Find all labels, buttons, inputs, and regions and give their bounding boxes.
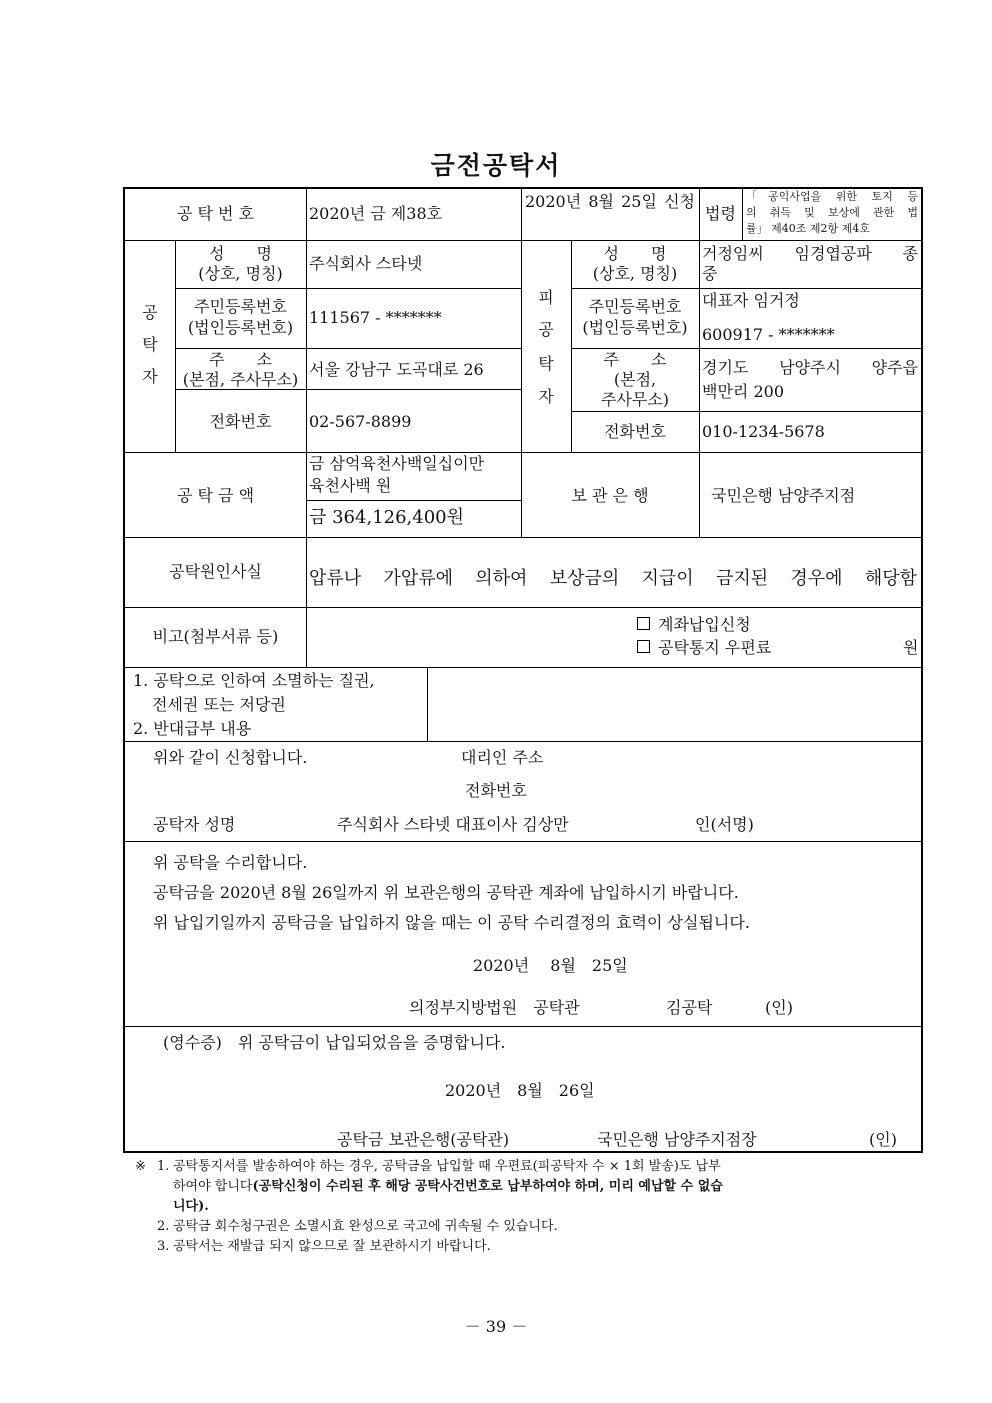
note-text: 공탁금 회수청구권은 소멸시효 완성으로 국고에 귀속될 수 있습니다. (173, 1219, 558, 1234)
amount-korean: 육천사백 원 (309, 476, 392, 495)
acceptance-line: 위 납입기일까지 공탁금을 납입하지 않을 때는 이 공탁 수리결정의 효력이 상실됩니다. (153, 913, 750, 932)
row-divider (175, 288, 521, 289)
depositee-id-label: 주민등록번호 (588, 297, 682, 316)
cause-label: 공탁원인사실 (169, 562, 262, 581)
agent-address-label: 대리인 주소 (461, 748, 544, 767)
receipt-seal: (인) (869, 1130, 897, 1149)
deposit-officer: 김공탁 (666, 998, 713, 1017)
cause-text: 압류나 가압류에 의하여 보상금의 지급이 금지된 경우에 해당함 (309, 568, 917, 589)
depositee-section-label: 자 (538, 387, 554, 406)
law-text: 의 취득 및 보상에 관한 법 (746, 206, 918, 219)
column-divider (699, 452, 700, 537)
depositee-section-label: 탁 (538, 354, 554, 373)
deposit-form-table (123, 187, 923, 1153)
note-text: 공탁통지서를 발송하여야 하는 경우, 공탁금을 납입할 때 우편료(피공탁자 수 × 1회 발송)도 납부 (173, 1159, 721, 1174)
note-item (135, 1157, 875, 1177)
law-text: 「공익사업을 위한 토지 등 (746, 190, 918, 203)
depositor-signature-name: 주식회사 스타넷 대표이사 김상만 (337, 815, 569, 834)
remarks-option-label: 계좌납입신청 (658, 615, 751, 634)
notes-section (135, 1157, 875, 1257)
remarks-label: 비고(첨부서류 등) (152, 627, 279, 646)
depositee-phone-label: 전화번호 (604, 422, 666, 441)
column-divider (521, 240, 522, 452)
column-divider (427, 667, 428, 741)
row-divider (125, 452, 921, 453)
column-divider (699, 240, 700, 452)
law-label: 법령 (705, 204, 736, 223)
depositor-section-label: 자 (142, 367, 158, 386)
row-divider (125, 537, 921, 538)
row-divider (125, 667, 921, 668)
note-text-bold: 니다). (173, 1199, 209, 1214)
receipt-statement: (영수증) 위 공탁금이 납입되었음을 증명합니다. (163, 1033, 506, 1052)
depositor-name: 주식회사 스타넷 (309, 254, 423, 273)
row-divider (306, 500, 521, 501)
receipt-date: 2020년 8월 26일 (445, 1081, 595, 1100)
depositor-seal: 인(서명) (695, 815, 754, 834)
checkbox-icon (637, 617, 650, 630)
depositor-section-label: 탁 (142, 335, 158, 354)
depositor-phone: 02-567-8899 (309, 412, 412, 431)
depositee-representative: 대표자 임거정 (702, 291, 800, 310)
row-divider (125, 240, 921, 241)
depositor-address: 서울 강남구 도곡대로 26 (309, 360, 484, 379)
depositee-id: 600917 - ******* (702, 325, 835, 344)
depositor-id-label: 주민등록번호 (194, 297, 287, 316)
depositor-id-label: (법인등록번호) (187, 318, 294, 337)
note-item (135, 1177, 875, 1197)
deposit-number-label: 공 탁 번 호 (176, 204, 255, 223)
depositor-id: 111567 - ******* (309, 308, 442, 327)
remarks-option-postage (637, 637, 771, 659)
depositee-address: 경기도 남양주시 양주읍 (702, 358, 918, 377)
depositee-name: 중 (702, 264, 718, 283)
row-divider (571, 288, 921, 289)
page-number: － 39 － (464, 1317, 528, 1336)
column-divider (742, 189, 743, 240)
column-divider (306, 452, 307, 667)
amount-korean: 금 삼억육천사백일십이만 (309, 454, 485, 473)
receipt-bank-name: 국민은행 남양주지점장 (597, 1130, 757, 1149)
receipt-bank-label: 공탁금 보관은행(공탁관) (337, 1130, 510, 1149)
counter-performance-line: 2. 반대급부 내용 (133, 719, 252, 738)
remarks-option-account (637, 614, 751, 636)
extinguished-rights-line: 전세권 또는 저당권 (152, 695, 286, 714)
document-title: 금전공탁서 (430, 151, 562, 180)
officer-seal: (인) (765, 998, 793, 1017)
deposit-office: 의정부지방법원 공탁관 (409, 998, 580, 1017)
row-divider (125, 607, 921, 608)
note-number: 3. (157, 1239, 170, 1254)
acceptance-line: 위 공탁을 수리합니다. (153, 853, 308, 872)
application-statement: 위와 같이 신청합니다. (153, 748, 308, 767)
row-divider (125, 841, 921, 842)
remarks-option-unit: 원 (903, 638, 919, 657)
checkbox-icon (637, 640, 650, 653)
row-divider (571, 411, 921, 412)
depositee-phone: 010-1234-5678 (702, 422, 825, 441)
note-number: 2. (157, 1219, 170, 1234)
column-divider (306, 189, 307, 240)
acceptance-line: 공탁금을 2020년 8월 26일까지 위 보관은행의 공탁관 계좌에 납입하시기 바랍니다. (153, 883, 739, 902)
note-item (135, 1217, 875, 1237)
depositor-name-label: (상호, 명칭) (198, 264, 283, 283)
column-divider (521, 189, 522, 240)
column-divider (699, 189, 700, 240)
agent-phone-label: 전화번호 (465, 781, 527, 800)
depositee-name-label: (상호, 명칭) (592, 264, 678, 283)
remarks-option-label: 공탁통지 우편료 (658, 638, 772, 657)
depositee-address-label: (본점, (613, 370, 657, 389)
column-divider (306, 240, 307, 452)
note-item (135, 1237, 875, 1257)
application-date: 2020년 8월 25일 신청 (525, 192, 695, 211)
note-text: 공탁서는 재발급 되지 않으므로 잘 보관하시기 바랍니다. (173, 1239, 491, 1254)
depositee-name: 거정임씨 임경엽공파 종 (702, 244, 918, 263)
note-text: 하여야 합니다 (173, 1179, 253, 1194)
note-text-bold: (공탁신청이 수리된 후 해당 공탁사건번호로 납부하여야 하며, 미리 예납할 수 없습 (252, 1179, 723, 1194)
acceptance-date: 2020년 8월 25일 (473, 956, 628, 975)
note-number: 1. (157, 1159, 170, 1174)
extinguished-rights-line: 1. 공탁으로 인하여 소멸하는 질권, (133, 671, 375, 690)
asterisk-mark: ※ (135, 1159, 146, 1174)
law-text: 률」 제40조 제2항 제4호 (746, 222, 870, 235)
bank-name: 국민은행 남양주지점 (711, 486, 856, 505)
depositor-phone-label: 전화번호 (209, 412, 272, 431)
depositee-section-label: 공 (538, 320, 554, 339)
row-divider (125, 1026, 921, 1027)
depositee-id-label: (법인등록번호) (582, 318, 688, 337)
amount-label: 공 탁 금 액 (176, 486, 255, 505)
amount-numeric: 금 364,126,400원 (309, 507, 465, 528)
depositor-section-label: 공 (142, 303, 158, 322)
depositor-address-label: 주 소 (209, 350, 272, 369)
depositor-name-label: 성 명 (209, 244, 272, 263)
depositee-name-label: 성 명 (603, 244, 667, 263)
row-divider (125, 741, 921, 742)
depositee-address-label: 주사무소) (600, 390, 670, 409)
note-item (135, 1197, 875, 1217)
depositor-address-label: (본점, 주사무소) (182, 370, 299, 389)
depositor-signature-label: 공탁자 성명 (153, 815, 236, 834)
deposit-number: 2020년 금 제38호 (309, 204, 443, 223)
bank-label: 보 관 은 행 (571, 486, 649, 505)
depositee-address-label: 주 소 (603, 350, 667, 369)
depositee-address: 백만리 200 (702, 382, 784, 401)
depositee-section-label: 피 (538, 288, 554, 307)
